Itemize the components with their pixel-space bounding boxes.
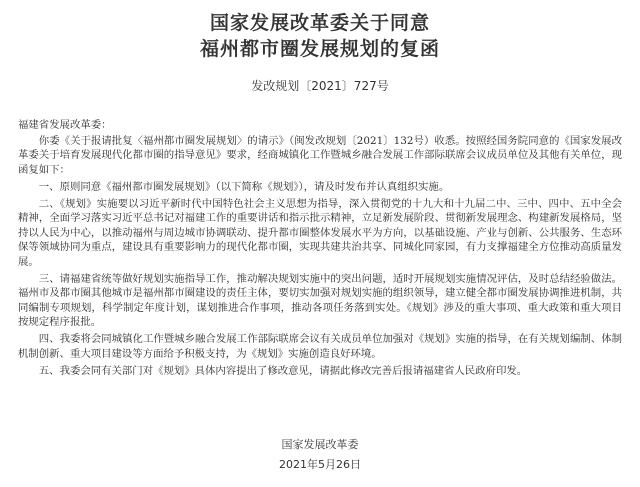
paragraph-2: 二、《规划》实施要以习近平新时代中国特色社会主义思想为指导，深入贯彻党的十九大和十九届二中、三中、四中、五中全会精神，全面学习落实习近平总书记对福建工作的重要讲话和指示批示精神，立足新发展阶段、贯彻新发展理念、构建新发展格局，坚持以人民为中心，以推动福州与周边城市协调联动、提升都市圈整体发展水平为方向，以基础设施、产业与创新、公共服务、生态环保等领域协同为重点，建设具有重要影响力的现代化都市圈，实现共建共治共享、同城化同家园，有力支撑福建全方位推动高质量发展。 [18, 197, 622, 268]
paragraph-1: 一、原则同意《福州都市圈发展规划》（以下简称《规划》），请及时发布并认真组织实施。 [38, 180, 450, 193]
paragraph-5: 五、我委会同有关部门对《规划》具体内容提出了修改意见，请据此修改完善后报请福建省人民政府印发。 [38, 364, 528, 377]
paragraph-intro: 你委《关于报请批复〈福州都市圈发展规划〉的请示》（闽发改规划〔2021〕132号）收悉。按照经国务院同意的《国家发展改革委关于培育发展现代化都市圈的指导意见》要求，经商城镇化工作暨城乡融合发展工作部际联席会议成员单位及其他有关单位，现函复如下： [18, 134, 622, 176]
document-title-line2: 福州都市圈发展规划的复函 [199, 38, 440, 60]
paragraph-4: 四、我委将会同城镇化工作暨城乡融合发展工作部际联席会议有关成员单位加强对《规划》实施的指导，在有关规划编制、体制机制创新、重大项目建设等方面给予积极支持，为《规划》实施创造良好环境。 [18, 333, 622, 360]
paragraph-3: 三、请福建省统等做好规划实施指导工作，推动解决规划实施中的突出问题，适时开展规划实施情况评估，及时总结经验做法。福州市及都市圈其他城市是福州都市圈建设的责任主体，要切实加强对规划实施的组织领导，建立健全都市圈发展协调推进机制，共同编制专项规划，科学制定年度计划，谋划推进合作事项，推动各项任务落到实处。《规划》涉及的重大事项、重大政策和重大项目按规定程序报批。 [18, 272, 622, 328]
signature-date: 2021年5月26日 [279, 458, 361, 471]
document-title-line1: 国家发展改革委关于同意 [209, 12, 430, 34]
signatory: 国家发展改革委 [281, 438, 359, 451]
salutation: 福建省发展改革委： [18, 119, 112, 131]
document-body [18, 118, 622, 381]
document-number: 发改规划〔2021〕727号 [251, 79, 389, 93]
